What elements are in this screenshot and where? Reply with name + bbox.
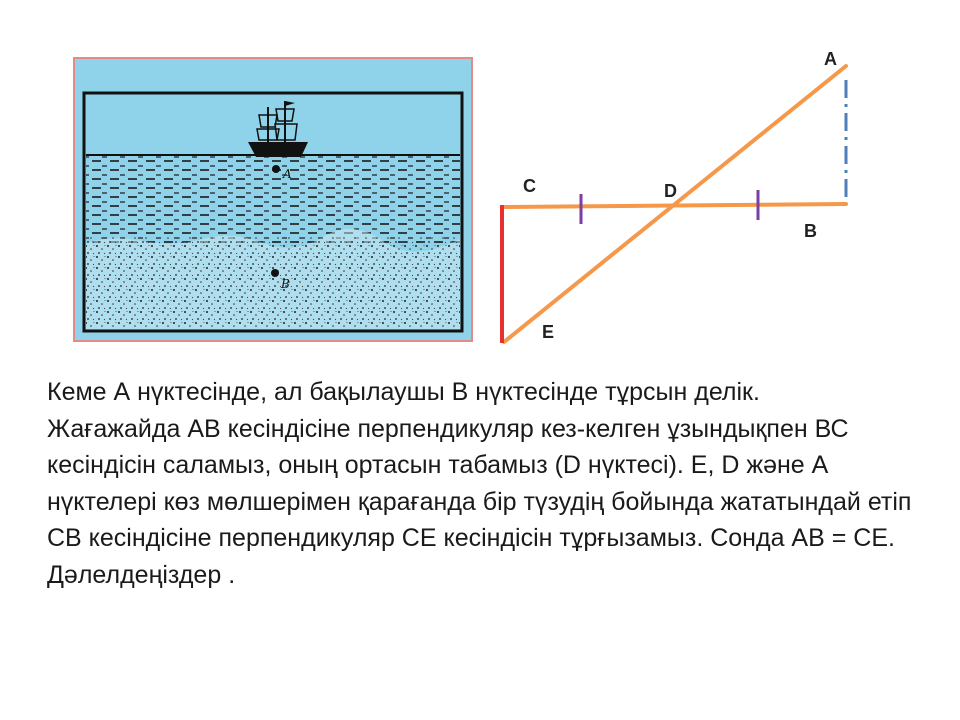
label-point-e: E: [542, 322, 555, 342]
label-point-d: D: [664, 181, 677, 201]
label-point-c: C: [523, 176, 536, 196]
observer-point-dot: [271, 269, 279, 277]
geometry-diagram: [480, 40, 880, 360]
problem-statement: [47, 374, 927, 593]
beach-area: [86, 237, 460, 329]
ship-point-label: A: [283, 167, 292, 181]
segment-cb: [502, 204, 846, 207]
label-point-a: A: [824, 49, 837, 69]
problem-line-1: Кеме А нүктесінде, ал бақылаушы В нүктесінде тұрсын делік.: [47, 378, 760, 406]
problem-line-2: Жағажайда АВ кесіндісіне перпендикуляр кез-келген ұзындықпен ВС кесіндісін саламыз, оның ортасын табамыз (D нүктесі). Е, D және А нүктелері көз мөлшерімен қарағанда бір түзудің бойында жататындай етіп СВ кесіндісіне перпендикуляр СЕ кесіндісін тұрғызамыз. Сонда АВ = СЕ. Дәлелдеңіздер .: [47, 414, 912, 589]
ship-point-dot: [272, 165, 280, 173]
observer-point-label: B: [281, 277, 290, 291]
label-point-b: B: [804, 221, 817, 241]
ship-shore-illustration: [73, 57, 473, 342]
